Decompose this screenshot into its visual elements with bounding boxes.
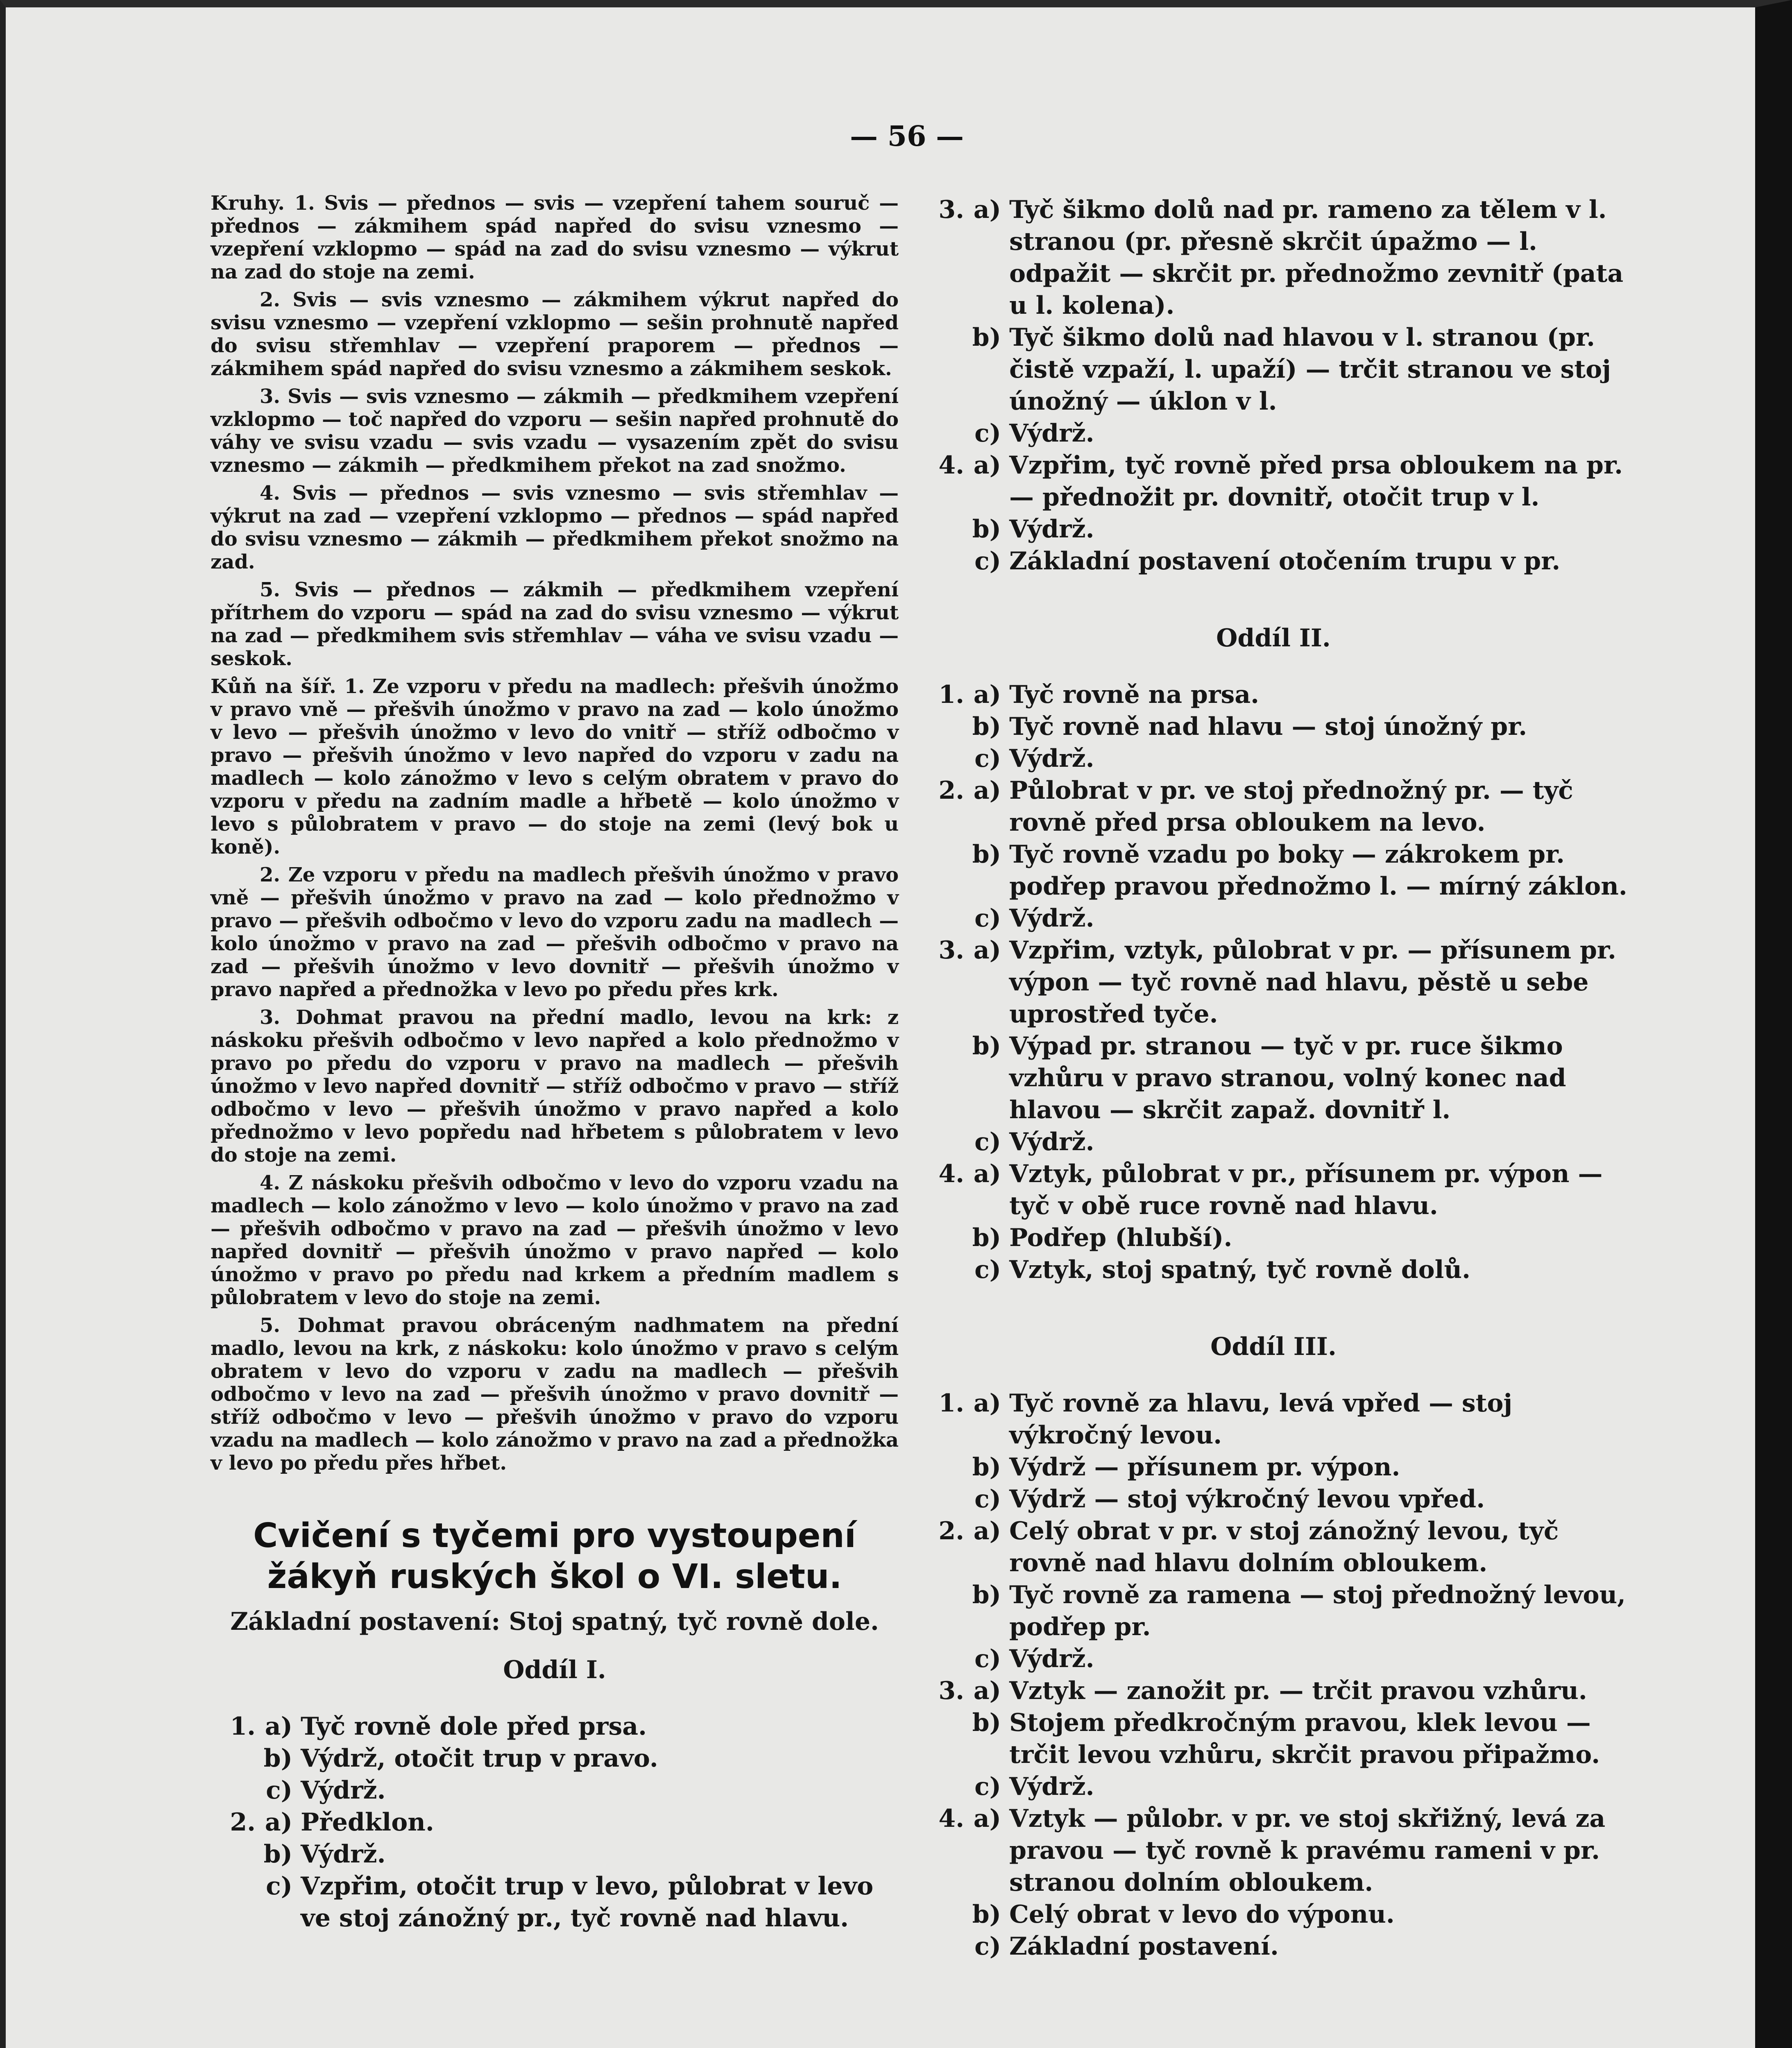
exercise-letter: c) [974, 1772, 1001, 1801]
exercise-letter: c) [974, 1932, 1001, 1961]
exercise-letter: c) [974, 1255, 1001, 1284]
exercise-text: Výdrž. [301, 1776, 386, 1805]
exercise-number [919, 1579, 964, 1643]
exercise-row [919, 1675, 1628, 1707]
exercise-number: 4. [938, 451, 964, 480]
exercise-row [211, 1838, 899, 1870]
exercise-row [919, 1158, 1628, 1222]
exercise-letter: b) [972, 323, 1001, 352]
exercise-row [211, 1742, 899, 1774]
exercise-row [919, 1930, 1628, 1962]
exercise-letter: a) [973, 1676, 1001, 1705]
exercise-number [919, 1707, 964, 1771]
exercise-row [919, 902, 1628, 934]
exercise-row [919, 449, 1628, 513]
paragraph [211, 1314, 899, 1475]
paragraph [211, 675, 899, 859]
section-title-1: Oddíl I. [503, 1656, 606, 1684]
paragraph-text: 4. Z náskoku přešvih odbočmo v levo do vzporu vzadu na madlech — kolo zánožmo v levo — kolo únožmo v pravo na zad — přešvih odbočmo v pravo na zad — přešvih únožmo v levo napřed dovnitř — přešvih únožmo v pravo napřed — kolo únožmo v pravo po předu nad krkem a předním madlem s půlobratem v levo do stoje na zemi. [211, 1171, 899, 1309]
exercise-text: Půlobrat v pr. ve stoj přednožný pr. — tyč rovně před prsa obloukem na levo. [1009, 776, 1573, 837]
exercise-number [919, 1254, 964, 1286]
exercise-text: Výdrž. [1009, 1772, 1094, 1801]
exercise-number [919, 513, 964, 545]
exercise-row [919, 194, 1628, 322]
exercise-text: Vzpřim, vztyk, půlobrat v pr. — přísunem pr. výpon — tyč rovně nad hlavu, pěstě u sebe uprostřed tyče. [1009, 936, 1616, 1029]
exercise-letter: b) [972, 712, 1001, 741]
exercise-row [919, 775, 1628, 838]
exercise-text: Výdrž — přísunem pr. výpon. [1009, 1453, 1400, 1482]
exercise-row [919, 1771, 1628, 1803]
exercise-text: Výdrž. [1009, 515, 1094, 544]
exercise-row [919, 1643, 1628, 1675]
exercise-text: Celý obrat v pr. v stoj zánožný levou, tyč rovně nad hlavu dolním obloukem. [1009, 1517, 1559, 1577]
paragraph [211, 1006, 899, 1167]
exercise-letter: a) [973, 776, 1001, 805]
exercise-number [919, 1451, 964, 1483]
exercise-letter: a) [973, 1160, 1001, 1188]
exercise-number: 4. [938, 1160, 964, 1188]
apparatus-exercises [211, 192, 899, 1475]
exercise-row [919, 679, 1628, 711]
exercise-number [919, 545, 964, 577]
exercise-number [919, 322, 964, 417]
paragraph-text: 2. Svis — svis vznesmo — zákmihem výkrut napřed do svisu vznesmo — vzepření vzklopmo — sešin prohnutě napřed do svisu střemhlav — vzepření praporem — přednos — zákmihem spád napřed do svisu vznesmo a zákmihem seskok. [211, 288, 899, 380]
exercise-letter: b) [972, 1032, 1001, 1060]
exercise-letter: c) [974, 1128, 1001, 1156]
exercise-text: Tyč rovně vzadu po boky — zákrokem pr. podřep pravou přednožmo l. — mírný záklon. [1009, 840, 1627, 901]
exercise-row [919, 1483, 1628, 1515]
exercise-letter: b) [263, 1840, 292, 1869]
exercise-row [919, 1451, 1628, 1483]
exercise-letter: c) [974, 419, 1001, 448]
exercise-letter: c) [974, 904, 1001, 933]
exercise-row [919, 1803, 1628, 1898]
section-heading: Cvičení s tyčemi pro vystoupení žákyň ruských škol o VI. sletu. [253, 1516, 856, 1596]
exercise-text: Vzpřim, otočit trup v levo, půlobrat v levo ve stoj zánožný pr., tyč rovně nad hlavu. [301, 1872, 874, 1932]
exercise-letter: c) [974, 547, 1001, 575]
exercise-row [919, 743, 1628, 775]
exercise-letter: c) [266, 1776, 292, 1805]
exercise-text: Celý obrat v levo do výponu. [1009, 1900, 1395, 1929]
exercise-text: Základní postavení. [1009, 1932, 1279, 1961]
exercise-number [211, 1774, 256, 1806]
paragraph-heading: Kůň na šíř. [211, 675, 337, 698]
exercise-text: Základní postavení otočením trupu v pr. [1009, 547, 1561, 575]
exercise-letter: b) [972, 515, 1001, 544]
right-column [919, 194, 1628, 1962]
exercise-text: Vztyk — zanožit pr. — trčit pravou vzhůru. [1009, 1676, 1587, 1705]
exercise-row [919, 1222, 1628, 1254]
basic-position: Základní postavení: Stoj spatný, tyč rovně dole. [230, 1607, 879, 1636]
exercise-number [919, 417, 964, 449]
exercise-letter: a) [973, 936, 1001, 965]
exercise-row [919, 934, 1628, 1030]
exercise-row [919, 1898, 1628, 1930]
exercise-number: 1. [230, 1712, 256, 1741]
exercise-row [919, 1387, 1628, 1451]
exercise-row [211, 1870, 899, 1934]
paragraph-heading: Kruhy. [211, 192, 285, 215]
exercise-number: 1. [938, 680, 964, 709]
exercise-letter: b) [972, 1223, 1001, 1252]
paragraph-text: 5. Dohmat pravou obráceným nadhmatem na přední madlo, levou na krk, z náskoku: kolo únožmo v pravo s celým obratem v levo do vzporu v zadu na madlech — přešvih odbočmo v levo na zad — přešvih únožmo v pravo dovnitř — stříž odbočmo v levo — přešvih únožmo v pravo do vzporu vzadu na madlech — kolo zánožmo v pravo na zad a přednožka v levo po předu přes hřbet. [211, 1314, 899, 1475]
exercise-number: 3. [938, 936, 964, 965]
exercise-row [211, 1806, 899, 1838]
exercise-number [919, 1898, 964, 1930]
paragraph-text: 1. Svis — přednos — svis — vzepření tahem souruč — přednos — zákmihem spád napřed do svisu vznesmo — vzepření vzklopmo — spád na zad do svisu vznesmo — výkrut na zad do stoje na zemi. [211, 192, 899, 283]
exercise-letter: b) [972, 1708, 1001, 1737]
exercise-number: 2. [938, 776, 964, 805]
exercise-letter: b) [972, 1900, 1001, 1929]
exercise-row [919, 838, 1628, 902]
exercise-text: Výdrž. [1009, 904, 1094, 933]
exercise-text: Výdrž. [1009, 1645, 1094, 1673]
exercise-text: Vztyk, stoj spatný, tyč rovně dolů. [1009, 1255, 1470, 1284]
paragraph [211, 385, 899, 477]
exercise-text: Stojem předkročným pravou, klek levou — trčit levou vzhůru, skrčit pravou připažmo. [1009, 1708, 1600, 1769]
exercise-letter: c) [974, 744, 1001, 773]
exercise-number [919, 711, 964, 743]
exercise-number: 1. [938, 1389, 964, 1418]
exercise-row [211, 1774, 899, 1806]
exercise-number [919, 743, 964, 775]
page-number: — 56 — [850, 120, 964, 153]
exercise-row [919, 545, 1628, 577]
exercise-text: Tyč rovně za ramena — stoj přednožný levou, podřep pr. [1009, 1581, 1626, 1641]
exercise-row [919, 1254, 1628, 1286]
exercise-row [919, 1126, 1628, 1158]
paragraph [211, 482, 899, 573]
left-column [211, 192, 899, 1934]
section-1-continued-list [919, 194, 1628, 577]
exercise-text: Podřep (hlubší). [1009, 1223, 1232, 1252]
exercise-text: Vztyk — půlobr. v pr. ve stoj skřižný, levá za pravou — tyč rovně k pravému rameni v pr. stranou dolním obloukem. [1009, 1804, 1606, 1897]
exercise-number [919, 1771, 964, 1803]
exercise-row [211, 1710, 899, 1742]
exercise-row [919, 1707, 1628, 1771]
exercise-text: Předklon. [301, 1808, 434, 1837]
paragraph [211, 288, 899, 380]
exercise-row [919, 513, 1628, 545]
exercise-row [919, 417, 1628, 449]
exercise-number [919, 1222, 964, 1254]
exercise-letter: a) [973, 1517, 1001, 1545]
exercise-text: Výdrž, otočit trup v pravo. [301, 1744, 658, 1773]
section-1-list [211, 1710, 899, 1934]
section-title-2: Oddíl II. [1216, 624, 1331, 652]
exercise-letter: b) [972, 840, 1001, 869]
exercise-text: Výdrž. [1009, 744, 1094, 773]
exercise-text: Vztyk, půlobrat v pr., přísunem pr. výpon — tyč v obě ruce rovně nad hlavu. [1009, 1160, 1603, 1220]
exercise-row [919, 711, 1628, 743]
paragraph-text: 3. Dohmat pravou na přední madlo, levou na krk: z náskoku přešvih odbočmo v levo napřed a kolo přednožmo v pravo po předu do vzporu v pravo na madlech — přešvih únožmo v levo napřed dovnitř — stříž odbočmo v pravo — stříž odbočmo v levo — přešvih únožmo v pravo napřed a kolo přednožmo v levo popředu nad hřbetem s půlobratem v levo do stoje na zemi. [211, 1006, 899, 1167]
exercise-text: Tyč rovně za hlavu, levá vpřed — stoj výkročný levou. [1009, 1389, 1513, 1450]
exercise-letter: b) [972, 1453, 1001, 1482]
exercise-text: Výpad pr. stranou — tyč v pr. ruce šikmo vzhůru v pravo stranou, volný konec nad hlavou — skrčit zapaž. dovnitř l. [1009, 1032, 1566, 1124]
exercise-number [919, 902, 964, 934]
exercise-letter: a) [265, 1808, 292, 1837]
exercise-number: 3. [938, 1676, 964, 1705]
exercise-number: 2. [938, 1517, 964, 1545]
exercise-letter: b) [263, 1744, 292, 1773]
exercise-number [211, 1742, 256, 1774]
exercise-number [211, 1870, 256, 1934]
paragraph-text: 2. Ze vzporu v předu na madlech přešvih únožmo v pravo vně — přešvih únožmo v pravo na zad — kolo přednožmo v pravo — přešvih odbočmo v levo do vzporu zadu na madlech — kolo únožmo v pravo na zad — přešvih odbočmo v pravo na zad — přešvih únožmo v levo dovnitř — přešvih únožmo v pravo napřed a přednožka v levo po předu přes krk. [211, 863, 899, 1001]
exercise-number [919, 838, 964, 902]
exercise-letter: c) [974, 1485, 1001, 1513]
paragraph-text: 1. Ze vzporu v předu na madlech: přešvih únožmo v pravo vně — přešvih únožmo v pravo na zad — kolo únožmo v levo — přešvih únožmo v levo do vnitř — stříž odbočmo v pravo — přešvih únožmo v levo napřed do vzporu v zadu na madlech — kolo zánožmo v levo s celým obratem v pravo do vzporu v předu na zadním madle a hřbetě — kolo únožmo v levo s půlobratem v pravo — do stoje na zemi (levý bok u koně). [211, 675, 899, 859]
exercise-letter: a) [973, 1389, 1001, 1418]
exercise-number [919, 1483, 964, 1515]
exercise-text: Výdrž — stoj výkročný levou vpřed. [1009, 1485, 1485, 1513]
paragraph [211, 1171, 899, 1309]
paragraph-text: 5. Svis — přednos — zákmih — předkmihem vzepření přítrhem do vzporu — spád na zad do svisu vznesmo — výkrut na zad — předkmihem svis střemhlav — váha ve svisu vzadu — seskok. [211, 578, 899, 670]
exercise-letter: a) [973, 451, 1001, 480]
exercise-text: Tyč rovně dole před prsa. [301, 1712, 647, 1741]
section-2-list [919, 679, 1628, 1286]
exercise-letter: a) [973, 1804, 1001, 1833]
exercise-letter: c) [974, 1645, 1001, 1673]
exercise-text: Tyč šikmo dolů nad pr. rameno za tělem v l. stranou (pr. přesně skrčit úpažmo — l. odpažit — skrčit pr. přednožmo zevnitř (pata u l. kolena). [1009, 195, 1624, 320]
paragraph [211, 863, 899, 1001]
exercise-text: Tyč rovně nad hlavu — stoj únožný pr. [1009, 712, 1527, 741]
paragraph [211, 578, 899, 670]
exercise-letter: a) [973, 680, 1001, 709]
section-3-list [919, 1387, 1628, 1962]
exercise-row [919, 1515, 1628, 1579]
exercise-row [919, 1579, 1628, 1643]
section-title-3: Oddíl III. [1210, 1332, 1337, 1361]
paragraph-text: 4. Svis — přednos — svis vznesmo — svis střemhlav — výkrut na zad — vzepření vzklopmo — přednos — spád napřed do svisu vznesmo — zákmih — předkmihem překot snožmo na zad. [211, 482, 899, 573]
exercise-number [919, 1030, 964, 1126]
exercise-number [211, 1838, 256, 1870]
exercise-letter: b) [972, 1581, 1001, 1609]
exercise-number: 3. [938, 195, 964, 224]
exercise-number: 4. [938, 1804, 964, 1833]
exercise-number [919, 1930, 964, 1962]
exercise-text: Vzpřim, tyč rovně před prsa obloukem na pr. — přednožit pr. dovnitř, otočit trup v l. [1009, 451, 1623, 512]
exercise-letter: a) [973, 195, 1001, 224]
exercise-row [919, 1030, 1628, 1126]
paragraph-text: 3. Svis — svis vznesmo — zákmih — předkmihem vzepření vzklopmo — toč napřed do vzporu — sešin napřed prohnutě do váhy ve svisu vzadu — svis vzadu — vysazením zpět do svisu vznesmo — zákmih — předkmihem překot na zad snožmo. [211, 385, 899, 477]
exercise-number [919, 1643, 964, 1675]
exercise-text: Výdrž. [1009, 1128, 1094, 1156]
exercise-letter: a) [265, 1712, 292, 1741]
exercise-text: Výdrž. [301, 1840, 386, 1869]
exercise-number [919, 1126, 964, 1158]
exercise-text: Tyč šikmo dolů nad hlavou v l. stranou (pr. čistě vzpaží, l. upaží) — trčit stranou ve stoj únožný — úklon v l. [1009, 323, 1611, 416]
exercise-letter: c) [266, 1872, 292, 1901]
exercise-text: Výdrž. [1009, 419, 1094, 448]
exercise-row [919, 322, 1628, 417]
exercise-number: 2. [230, 1808, 256, 1837]
paragraph [211, 192, 899, 283]
exercise-text: Tyč rovně na prsa. [1009, 680, 1260, 709]
